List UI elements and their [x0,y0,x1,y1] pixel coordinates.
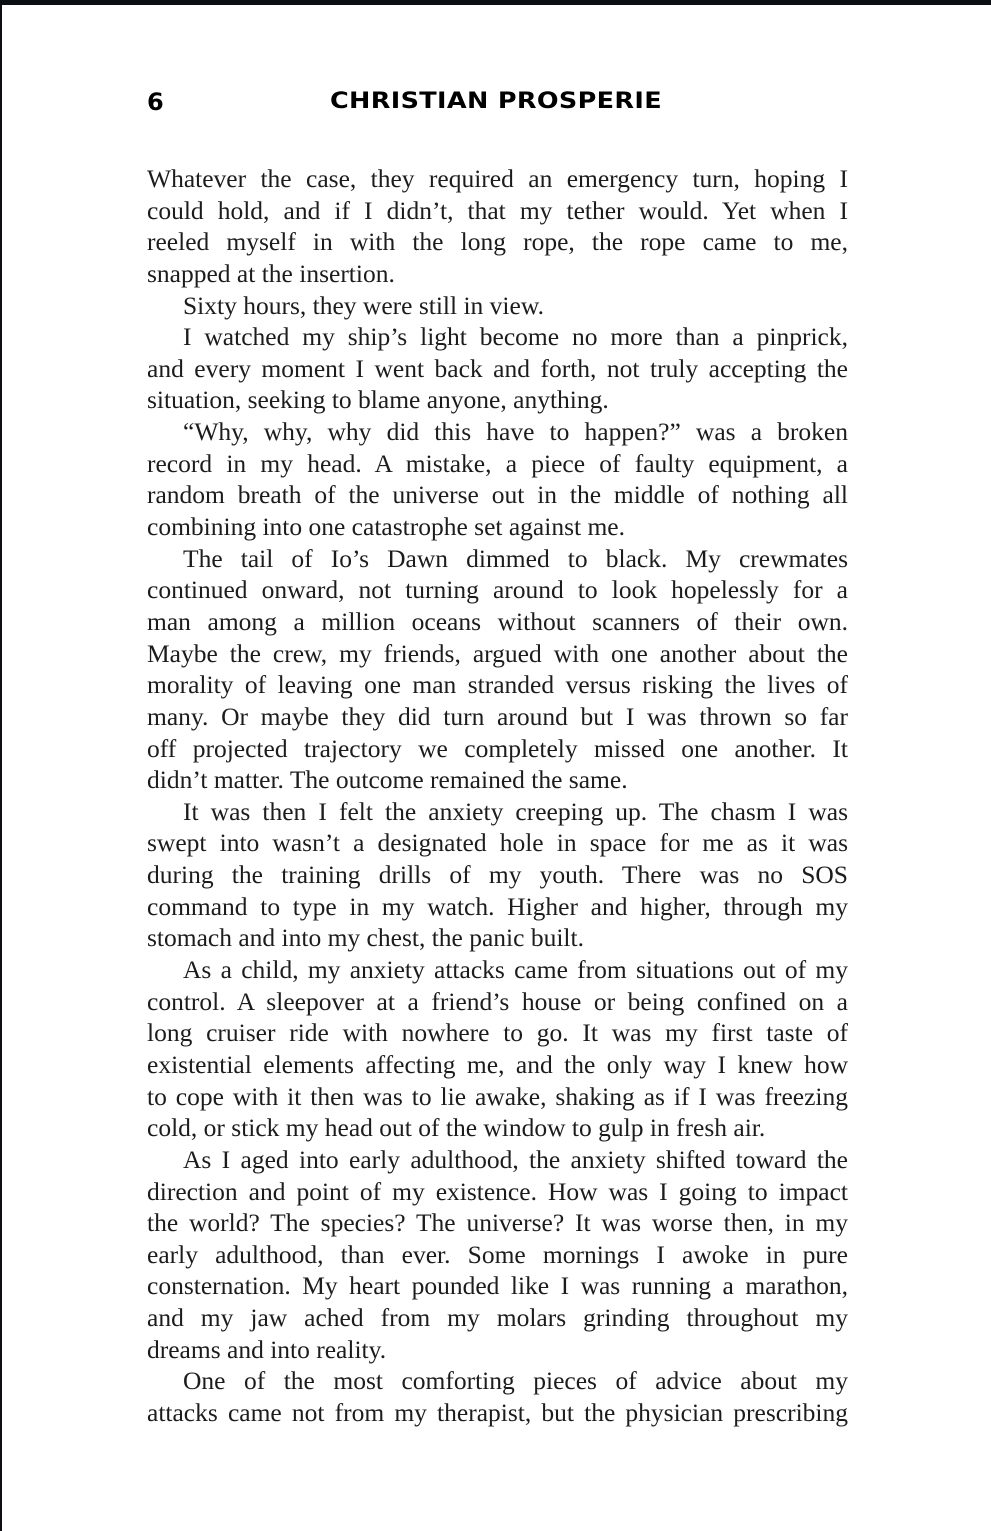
paragraph [147,290,848,322]
text-line: combining into one catastrophe set against me. [147,512,626,542]
text-line: many. Or maybe they did turn around but I was thrown so far [147,701,848,731]
running-title: CHRISTIAN PROSPERIE [330,89,663,114]
paragraph [147,321,848,416]
text-line: long cruiser ride with nowhere to go. It was my first taste of [147,1018,848,1048]
text-line: didn’t matter. The outcome remained the same. [147,765,628,795]
text-line: morality of leaving one man stranded versus risking the lives of [147,670,848,700]
text-line: to cope with it then was to lie awake, shaking as if I was freezing [147,1081,848,1111]
text-line: snapped at the insertion. [147,258,395,288]
text-line: control. A sleepover at a friend’s house or being confined on a [147,986,848,1016]
text-line: stomach and into my chest, the panic built. [147,923,584,953]
paragraph [147,796,848,954]
running-header [147,88,848,124]
text-line: situation, seeking to blame anyone, anything. [147,385,609,415]
page-number: 6 [147,88,164,116]
window-left-border [0,0,2,1531]
paragraph [147,416,848,543]
text-line: existential elements affecting me, and the only way I knew how [147,1049,848,1079]
body-text [147,163,848,1429]
window-top-border [0,0,991,5]
text-line: Sixty hours, they were still in view. [183,290,544,320]
text-line: could hold, and if I didn’t, that my tether would. Yet when I [147,195,848,225]
paragraph [147,163,848,290]
text-line: command to type in my watch. Higher and higher, through my [147,891,848,921]
text-line: random breath of the universe out in the middle of nothing all [147,480,848,510]
text-line: the world? The species? The universe? It was worse then, in my [147,1208,848,1238]
text-line: continued onward, not turning around to look hopelessly for a [147,575,848,605]
text-line: As I aged into early adulthood, the anxiety shifted toward the [183,1144,848,1174]
text-line: consternation. My heart pounded like I was running a marathon, [147,1271,848,1301]
text-line: and every moment I went back and forth, not truly accepting the [147,353,848,383]
text-line: “Why, why, why did this have to happen?” was a broken [183,417,848,447]
text-line: man among a million oceans without scanners of their own. [147,606,848,636]
text-line: swept into wasn’t a designated hole in space for me as it was [147,828,848,858]
paragraph [147,1144,848,1365]
text-line: early adulthood, than ever. Some mornings I awoke in pure [147,1239,848,1269]
text-line: dreams and into reality. [147,1334,387,1364]
text-line: Maybe the crew, my friends, argued with one another about the [147,638,848,668]
text-line: attacks came not from my therapist, but the physician prescribing [147,1397,848,1427]
text-line: Whatever the case, they required an emergency turn, hoping I [147,164,848,193]
text-line: record in my head. A mistake, a piece of faulty equipment, a [147,448,848,478]
paragraph [147,1365,848,1428]
text-line: I watched my ship’s light become no more than a pinprick, [183,322,848,352]
text-line: and my jaw ached from my molars grinding throughout my [147,1303,848,1333]
text-line: during the training drills of my youth. There was no SOS [147,860,848,890]
text-line: It was then I felt the anxiety creeping up. The chasm I was [183,796,848,826]
text-line: The tail of Io’s Dawn dimmed to black. My crewmates [183,543,848,573]
text-line: off projected trajectory we completely missed one another. It [147,733,848,763]
text-line: reeled myself in with the long rope, the rope came to me, [147,227,848,257]
paragraph [147,543,848,796]
text-line: One of the most comforting pieces of advice about my [183,1366,848,1396]
text-line: cold, or stick my head out of the window to gulp in fresh air. [147,1113,766,1143]
paragraph [147,954,848,1144]
text-line: As a child, my anxiety attacks came from situations out of my [183,955,848,985]
text-line: direction and point of my existence. How was I going to impact [147,1176,848,1206]
